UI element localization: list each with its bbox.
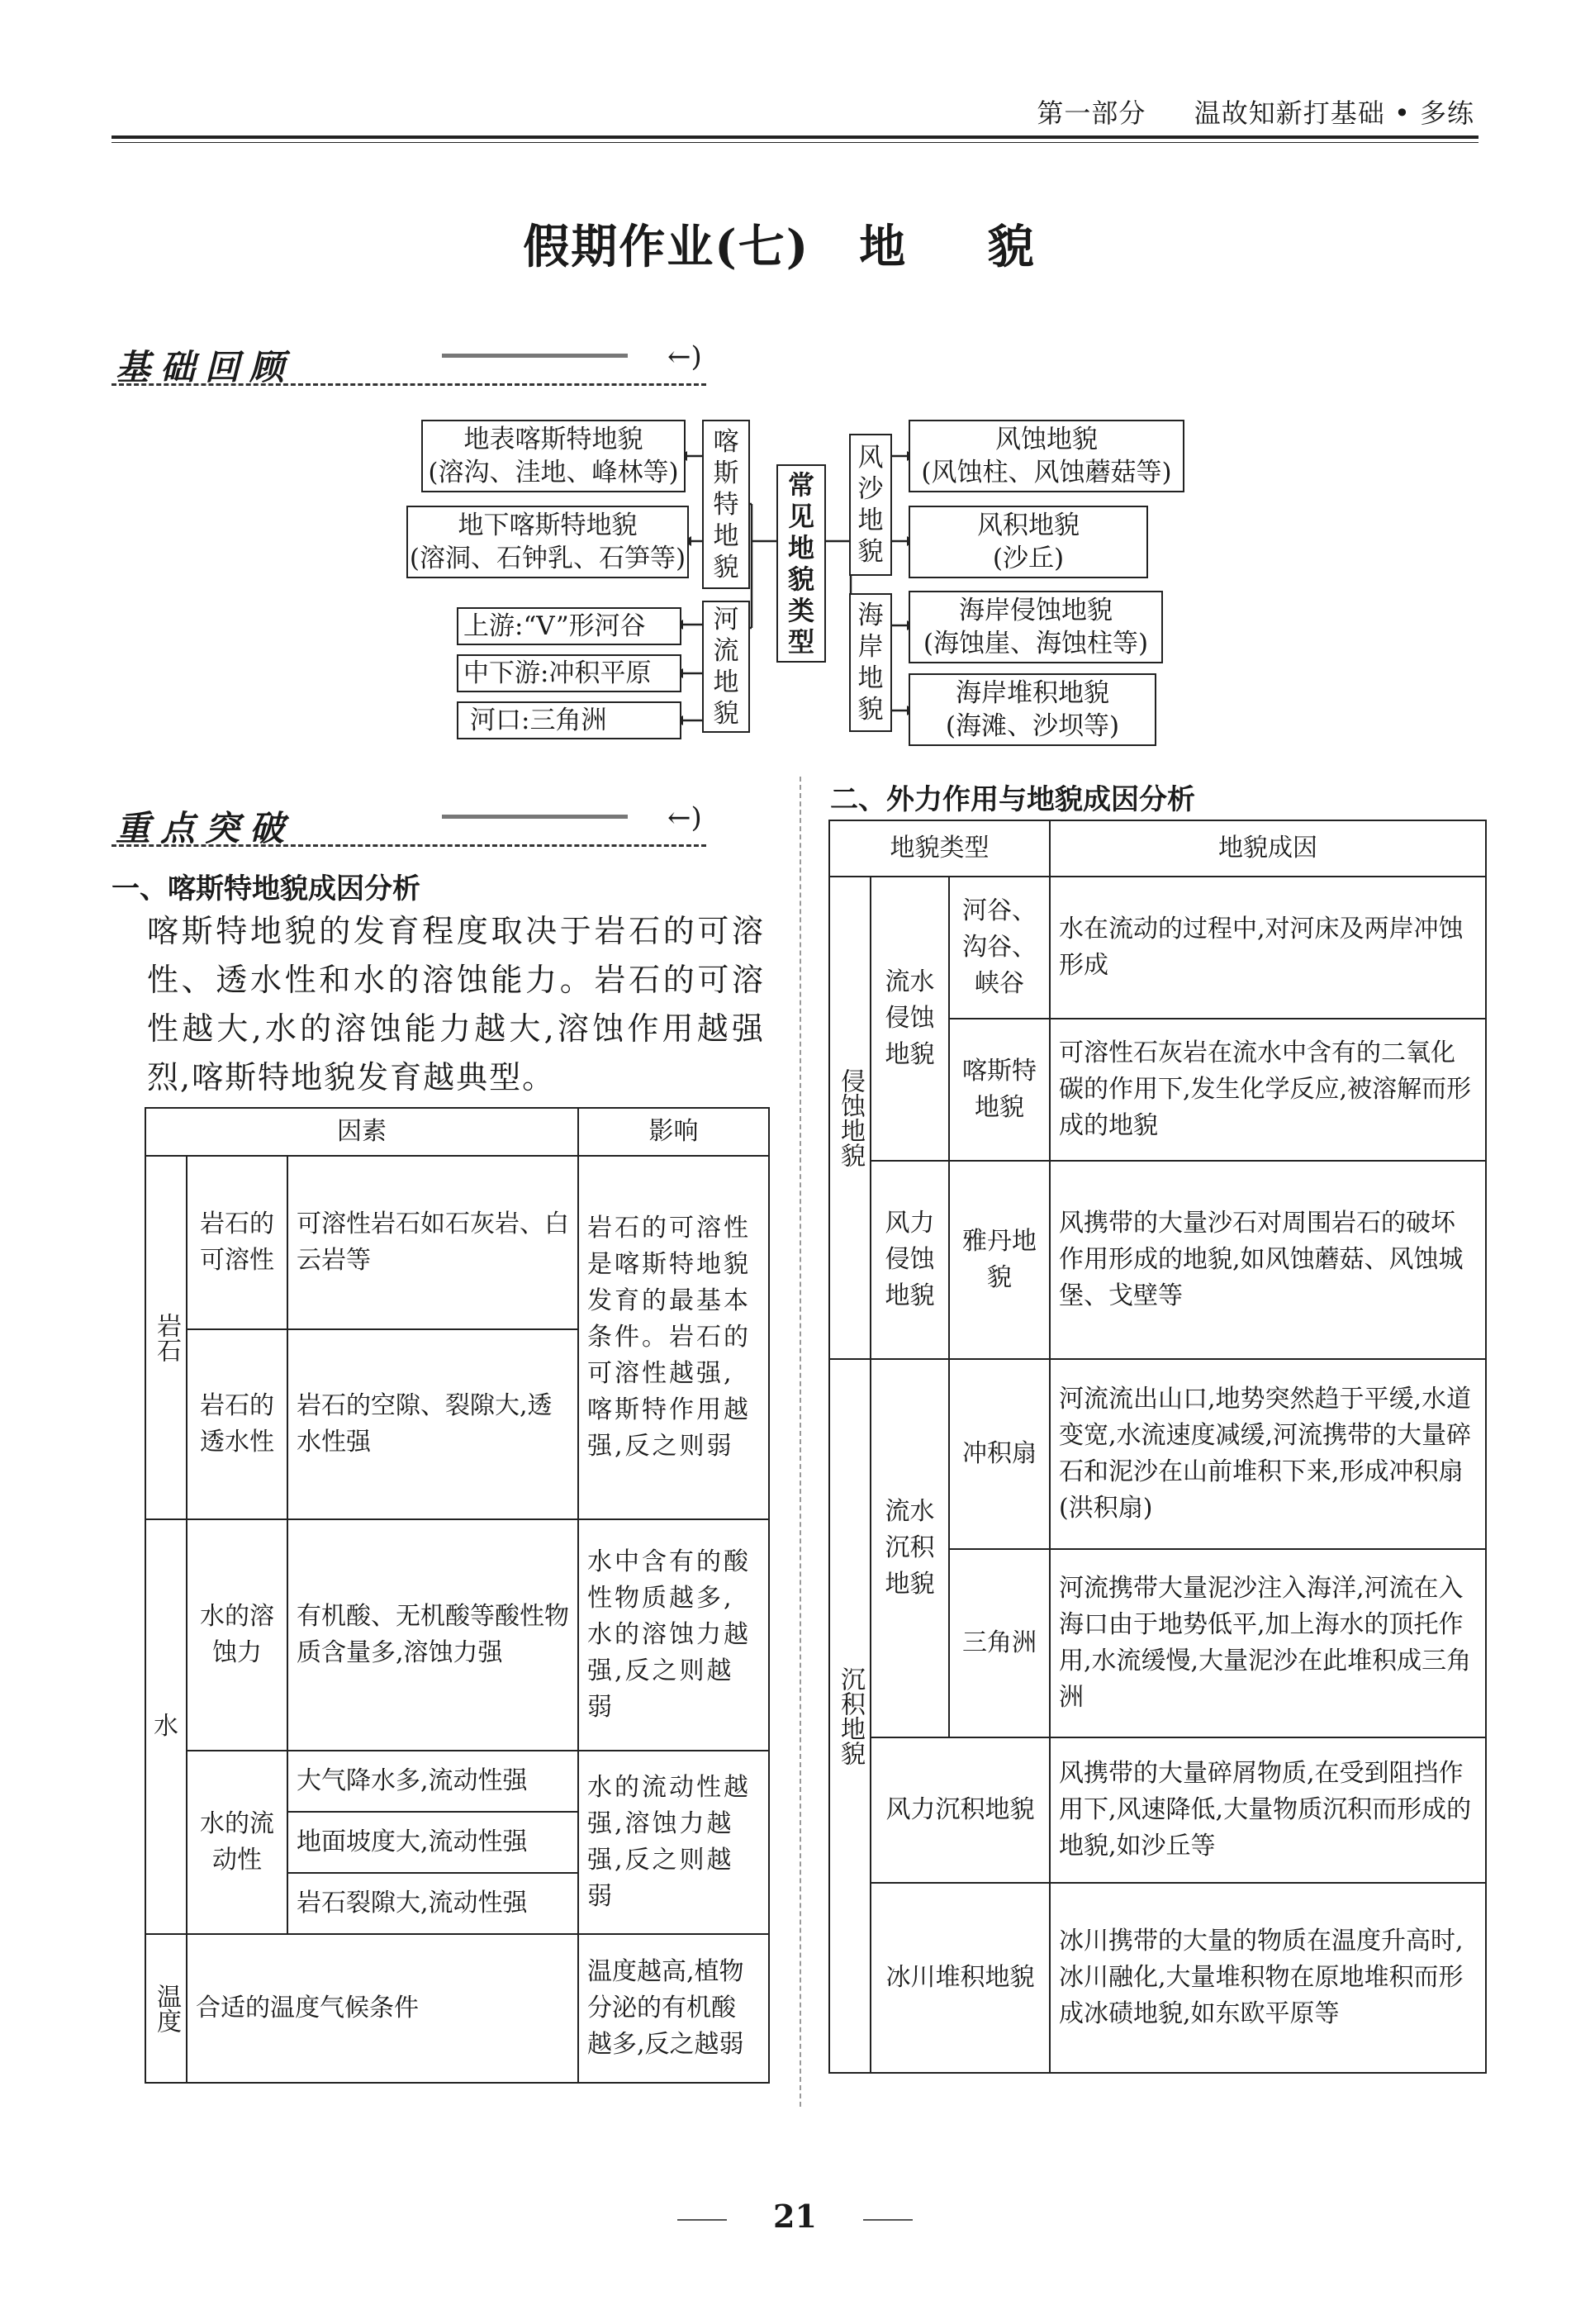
title-topic: 地 貌 (859, 220, 1067, 274)
rock-permeability-name: 岩石的透水性 (187, 1329, 287, 1519)
rock-permeability-desc: 岩石的空隙、裂隙大,透水性强 (287, 1329, 578, 1519)
glacier-deposit-group: 冰川堆积地貌 (871, 1883, 1050, 2073)
section-review-heading: 基础回顾 (116, 347, 295, 387)
wind-erosion-group: 风力侵蚀地貌 (871, 1161, 949, 1359)
water-flow-name: 水的流动性 (187, 1751, 287, 1934)
landform-header-type: 地貌类型 (829, 820, 1050, 877)
wind-deposit-cause: 风携带的大量碎屑物质,在受到阻挡作用下,风速降低,大量物质沉积而形成的地貌,如沙丘等 (1050, 1737, 1486, 1883)
external-heading: 二、外力作用与地貌成因分析 (830, 783, 1195, 816)
karst-header-effect: 影响 (578, 1108, 769, 1156)
karst-type: 喀斯特地貌 (949, 1019, 1050, 1161)
page-number-dash-right (863, 2219, 913, 2221)
erosion-label: 侵蚀地貌 (829, 877, 871, 1359)
diagram-river-upper: 上游:“V”形河谷 (457, 607, 681, 645)
landform-table (828, 820, 1487, 2074)
diagram-coast-erosion: 海岸侵蚀地貌 (海蚀崖、海蚀柱等) (909, 591, 1163, 663)
deposition-label: 沉积地貌 (829, 1359, 871, 2073)
alluvial-fan-type: 冲积扇 (949, 1359, 1050, 1549)
karst-paragraph: 喀斯特地貌的发育程度取决于岩石的可溶性、透水性和水的溶蚀能力。岩石的可溶性越大,水的溶蚀能力越大,溶蚀作用越强烈,喀斯特地貌发育越典型。 (147, 913, 765, 1095)
delta-cause: 河流携带大量泥沙注入海洋,河流在入海口由于地势低平,加上海水的顶托作用,水流缓慢,大量泥沙在此堆积成三角洲 (1050, 1549, 1486, 1737)
section-key-heading: 重点突破 (116, 808, 295, 848)
diagram-river-label: 河流地貌 (702, 601, 750, 733)
water-flow-desc-2: 地面坡度大,流动性强 (287, 1812, 578, 1873)
rock-label: 岩石 (145, 1156, 187, 1519)
temperature-label: 温度 (145, 1934, 187, 2083)
water-flow-desc-3: 岩石裂隙大,流动性强 (287, 1873, 578, 1934)
water-flow-desc-1: 大气降水多,流动性强 (287, 1751, 578, 1812)
diagram-river-mouth: 河口:三角洲 (457, 701, 681, 739)
yardang-type: 雅丹地貌 (949, 1161, 1050, 1359)
header-section: 第一部分 (1037, 97, 1146, 129)
section-key-dash (112, 844, 706, 847)
water-flow-effect: 水的流动性越强,溶蚀力越强,反之则越弱 (578, 1751, 769, 1934)
column-divider (800, 777, 801, 2107)
water-deposit-group: 流水沉积地貌 (871, 1359, 949, 1737)
wind-deposit-group: 风力沉积地貌 (871, 1737, 1050, 1883)
diagram-aeolian-label: 风沙地貌 (849, 434, 892, 576)
delta-type: 三角洲 (949, 1549, 1050, 1737)
diagram-coast-deposit: 海岸堆积地貌 (海滩、沙坝等) (909, 673, 1156, 746)
karst-heading: 一、喀斯特地貌成因分析 (112, 872, 420, 905)
yardang-cause: 风携带的大量沙石对周围岩石的破坏作用形成的地貌,如风蚀蘑菇、风蚀城堡、戈壁等 (1050, 1161, 1486, 1359)
diagram-river-middle: 中下游:冲积平原 (457, 654, 681, 692)
karst-cause: 可溶性石灰岩在流水中含有的二氧化碳的作用下,发生化学反应,被溶解而形成的地貌 (1050, 1019, 1486, 1161)
valley-type: 河谷、沟谷、峡谷 (949, 877, 1050, 1019)
chevron-bracket-icon: ←⁢) (667, 801, 702, 834)
water-erosion-effect: 水中含有的酸性物质越多,水的溶蚀力越强,反之则越弱 (578, 1519, 769, 1751)
header-subtitle: 温故知新打基础 • 多练 (1194, 97, 1474, 129)
valley-cause: 水在流动的过程中,对河床及两岸冲蚀形成 (1050, 877, 1486, 1019)
temperature-desc: 合适的温度气候条件 (187, 1934, 578, 2083)
diagram-coast-label: 海岸地貌 (849, 593, 892, 732)
water-erosion-group: 流水侵蚀地貌 (871, 877, 949, 1161)
water-label: 水 (145, 1519, 187, 1934)
rock-solubility-desc: 可溶性岩石如石灰岩、白云岩等 (287, 1156, 578, 1329)
water-erosion-desc: 有机酸、无机酸等酸性物质含量多,溶蚀力强 (287, 1519, 578, 1751)
chevron-bracket-icon: ←⁢) (667, 340, 702, 373)
glacier-deposit-cause: 冰川携带的大量的物质在温度升高时,冰川融化,大量堆积物在原地堆积而形成冰碛地貌,如东欧平原等 (1050, 1883, 1486, 2073)
landform-header-cause: 地貌成因 (1050, 820, 1486, 877)
water-erosion-name: 水的溶蚀力 (187, 1519, 287, 1751)
diagram-center: 常见地貌类型 (776, 464, 826, 663)
page-number: 21 (773, 2198, 817, 2235)
temperature-effect: 温度越高,植物分泌的有机酸越多,反之越弱 (578, 1934, 769, 2083)
diagram-aeolian-deposit: 风积地貌 (沙丘) (909, 506, 1148, 578)
diagram-karst-surface: 地表喀斯特地貌 (溶沟、洼地、峰林等) (421, 420, 686, 492)
diagram-karst-label: 喀斯特地貌 (702, 420, 750, 589)
diagram-aeolian-erosion: 风蚀地貌 (风蚀柱、风蚀蘑菇等) (909, 420, 1184, 492)
section-key-bar (442, 815, 628, 819)
rock-solubility-name: 岩石的可溶性 (187, 1156, 287, 1329)
title-main: 假期作业(七) (523, 220, 810, 274)
rock-effect: 岩石的可溶性是喀斯特地貌发育的最基本条件。岩石的可溶性越强,喀斯特作用越强,反之则弱 (578, 1156, 769, 1519)
karst-header-factor: 因素 (145, 1108, 578, 1156)
alluvial-fan-cause: 河流流出山口,地势突然趋于平缓,水道变宽,水流速度减缓,河流携带的大量碎石和泥沙在山前堆积下来,形成冲积扇(洪积扇) (1050, 1359, 1486, 1549)
diagram-karst-underground: 地下喀斯特地貌 (溶洞、石钟乳、石笋等) (406, 506, 689, 578)
karst-factor-table (145, 1107, 770, 2084)
